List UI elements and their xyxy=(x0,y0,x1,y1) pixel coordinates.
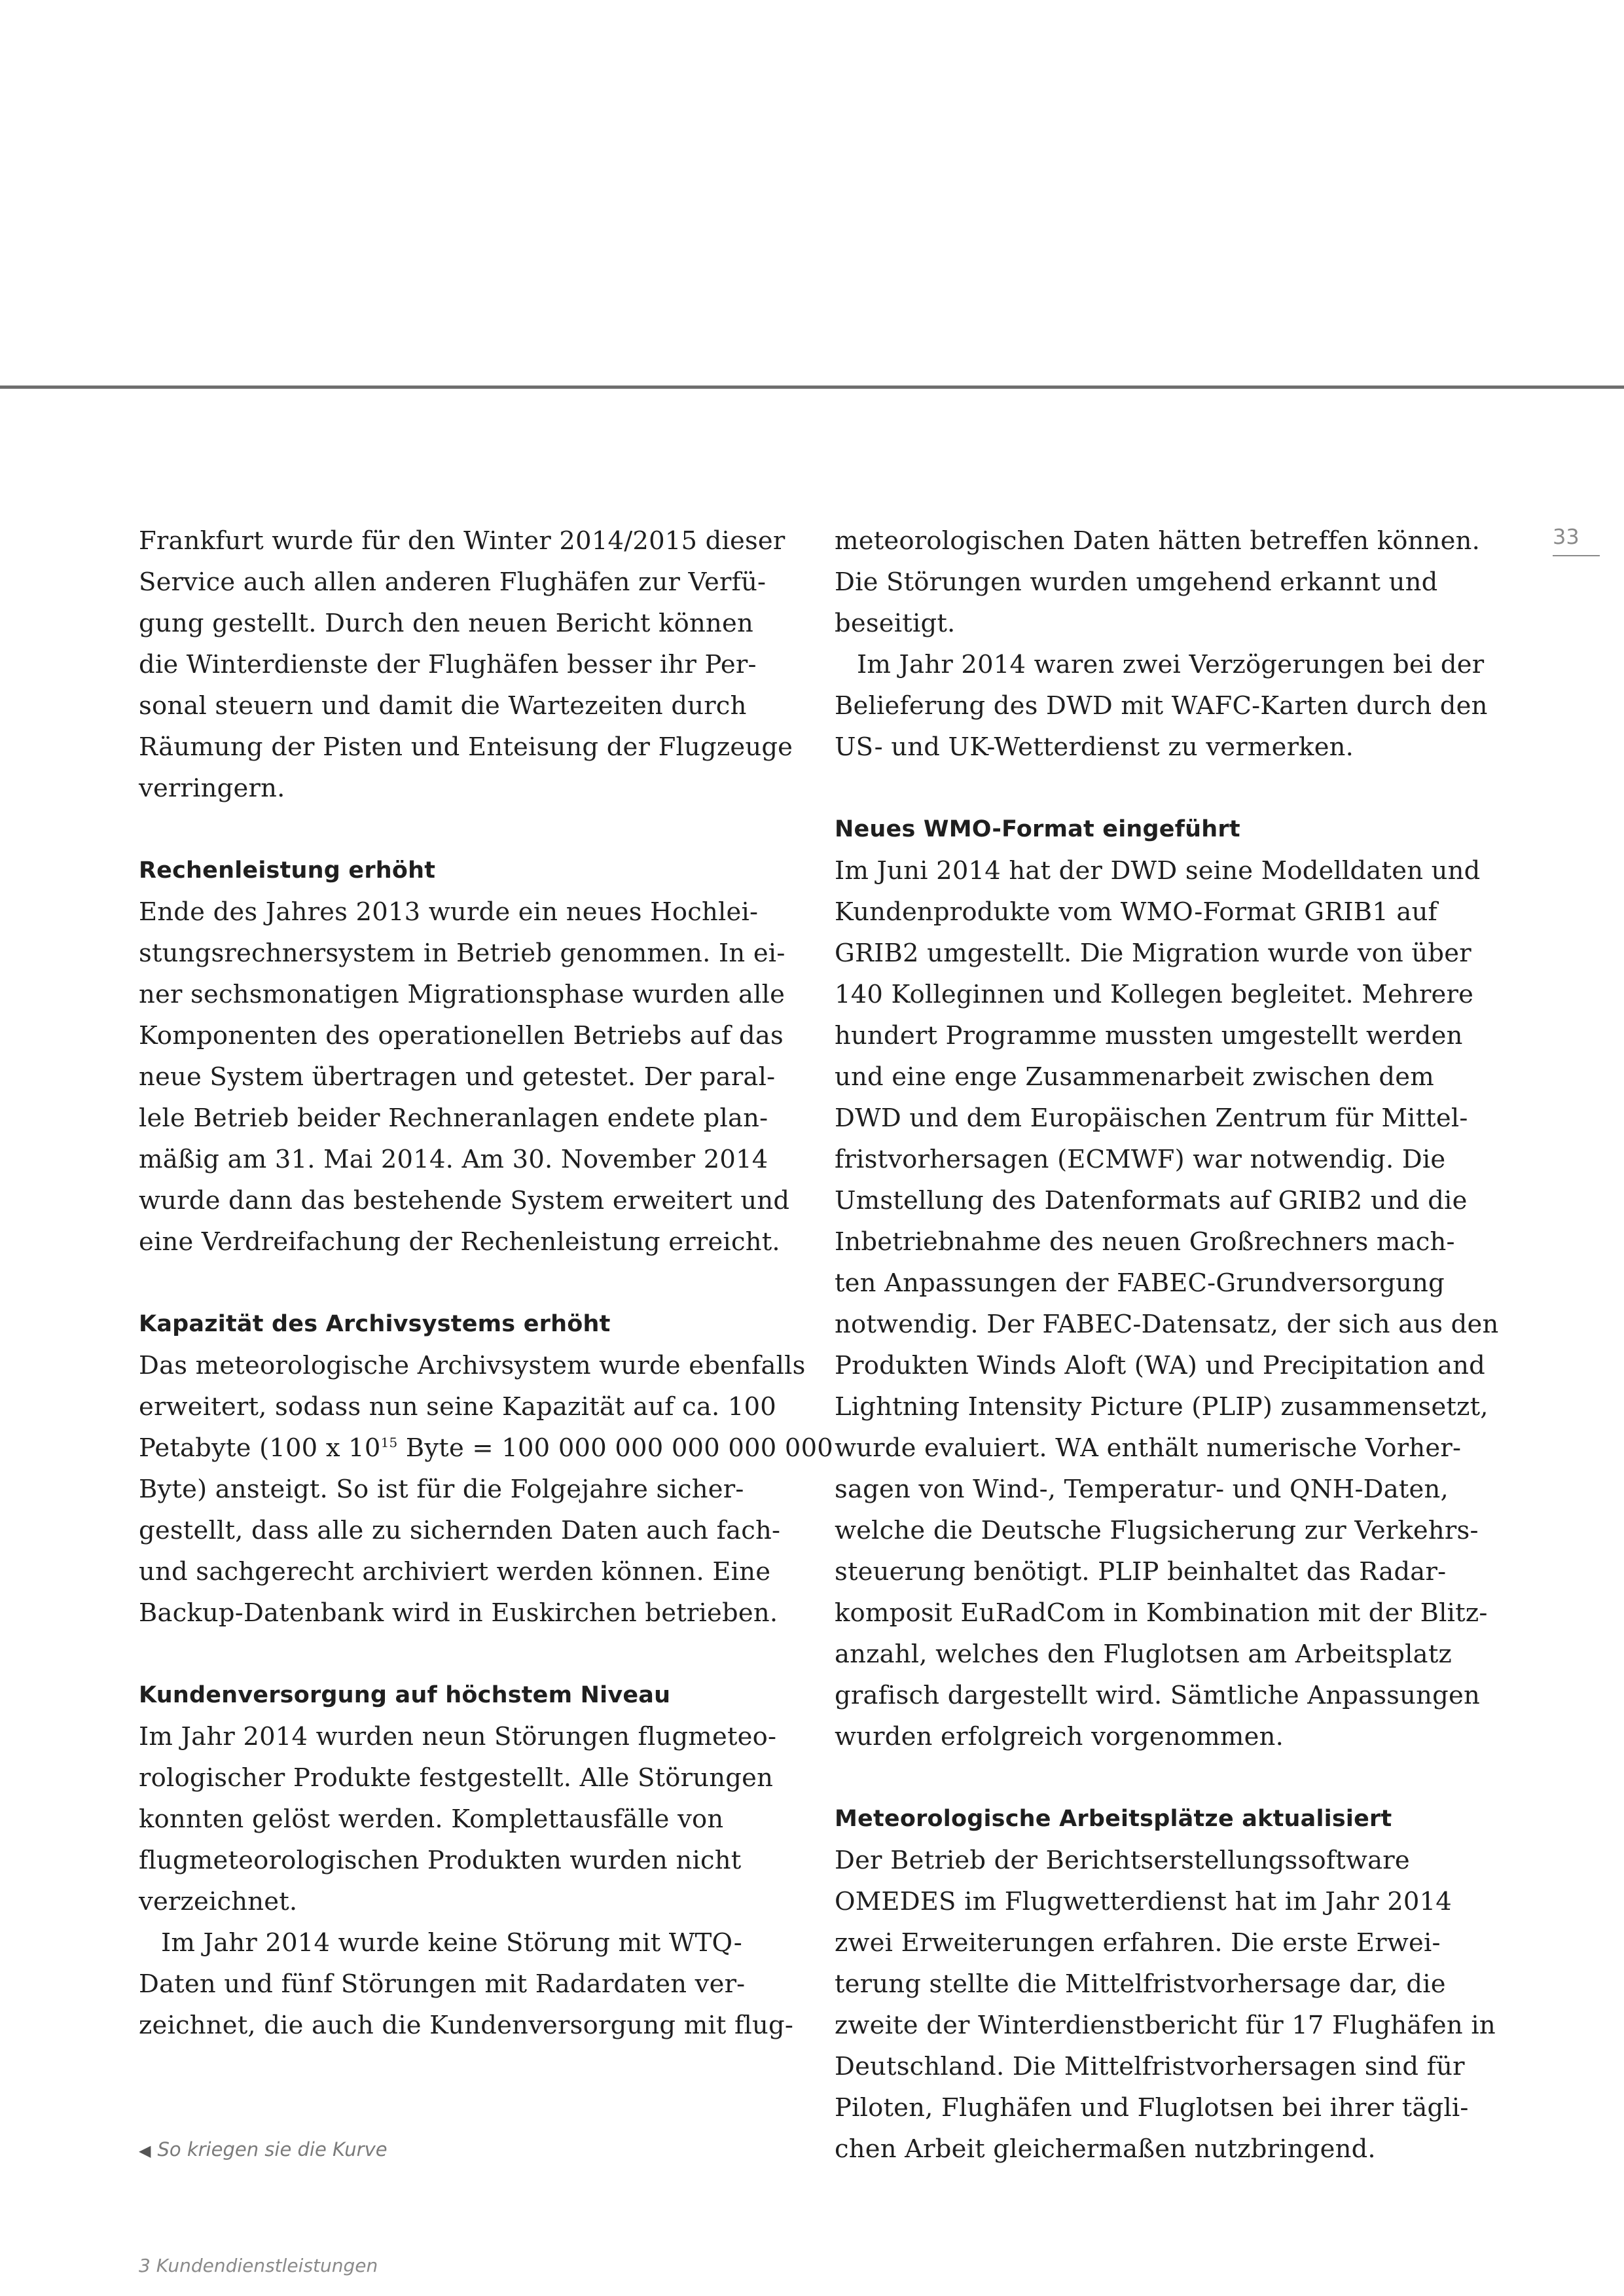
line-text: Inbetriebnahme des neuen Großrechners mach- xyxy=(835,1227,1455,1257)
text-line xyxy=(835,562,1496,603)
text-line xyxy=(835,1840,1496,1881)
line-text: Der Betrieb der Berichtserstellungssoftware xyxy=(835,1846,1410,1875)
text-line xyxy=(139,1757,800,1799)
line-text: wurde dann das bestehende System erweitert und xyxy=(139,1186,790,1215)
text-line xyxy=(139,1922,800,1964)
text-line xyxy=(835,1427,1496,1469)
line-text: OMEDES im Flugwetterdienst hat im Jahr 2014 xyxy=(835,1887,1452,1916)
line-text: zeichnet, die auch die Kundenversorgung mit flug- xyxy=(139,2011,794,2040)
section-heading xyxy=(835,1799,1496,1840)
line-text: sagen von Wind-, Temperatur- und QNH-Daten, xyxy=(835,1475,1449,1504)
line-text: Räumung der Pisten und Enteisung der Flugzeuge xyxy=(139,732,793,762)
text-line xyxy=(835,1592,1496,1634)
line-text: gung gestellt. Durch den neuen Bericht können xyxy=(139,609,753,638)
line-text: ten Anpassungen der FABEC-Grundversorgung xyxy=(835,1268,1445,1298)
text-line xyxy=(835,1180,1496,1221)
text-line xyxy=(139,1098,800,1139)
line-text: Kundenversorgung auf höchstem Niveau xyxy=(139,1682,671,1708)
line-text: Rechenleistung erhöht xyxy=(139,857,436,884)
text-line xyxy=(835,1881,1496,1922)
text-line xyxy=(139,603,800,644)
line-text: Im Jahr 2014 waren zwei Verzögerungen bei der xyxy=(857,650,1485,679)
line-text: konnten gelöst werden. Komplettausfälle von xyxy=(139,1804,724,1834)
line-text: beseitigt. xyxy=(835,609,956,638)
line-text: ner sechsmonatigen Migrationsphase wurden alle xyxy=(139,980,785,1009)
line-text: mäßig am 31. Mai 2014. Am 30. November 2014 xyxy=(139,1145,768,1174)
line-text: flugmeteorologischen Produkten wurden nicht xyxy=(139,1846,742,1875)
section-heading xyxy=(139,1675,800,1716)
text-line xyxy=(139,562,800,603)
line-text: Petabyte (100 x 10 xyxy=(139,1433,381,1463)
text-line xyxy=(139,520,800,562)
text-line xyxy=(139,1840,800,1881)
text-line xyxy=(835,2005,1496,2046)
paragraph-gap xyxy=(139,809,800,850)
text-line xyxy=(139,685,800,726)
text-line xyxy=(835,1964,1496,2005)
line-text: meteorologischen Daten hätten betreffen können. xyxy=(835,526,1481,556)
line-text: komposit EuRadCom in Kombination mit der Blitz- xyxy=(835,1598,1488,1628)
text-line xyxy=(835,520,1496,562)
text-line xyxy=(835,1634,1496,1675)
line-text: Umstellung des Datenformats auf GRIB2 und die xyxy=(835,1186,1468,1215)
text-line xyxy=(835,1139,1496,1180)
line-text: verzeichnet. xyxy=(139,1887,298,1916)
text-line xyxy=(139,1799,800,1840)
line-text: Das meteorologische Archivsystem wurde ebenfalls xyxy=(139,1351,806,1380)
text-line xyxy=(139,1427,833,1469)
paragraph-gap xyxy=(835,1757,1496,1799)
line-text: Die Störungen wurden umgehend erkannt und xyxy=(835,567,1438,597)
line-text: wurden erfolgreich vorgenommen. xyxy=(835,1722,1284,1751)
text-line xyxy=(139,1964,800,2005)
line-text: Neues WMO-Format eingeführt xyxy=(835,816,1240,842)
text-line xyxy=(835,1716,1496,1757)
line-text: notwendig. Der FABEC-Datensatz, der sich aus den xyxy=(835,1310,1499,1339)
line-text: anzahl, welches den Fluglotsen am Arbeitsplatz xyxy=(835,1640,1452,1669)
paragraph-gap xyxy=(139,1634,800,1675)
line-text: rologischer Produkte festgestellt. Alle Störungen xyxy=(139,1763,774,1793)
text-line xyxy=(835,1015,1496,1056)
text-line xyxy=(835,891,1496,933)
text-line xyxy=(835,850,1496,891)
text-line xyxy=(139,1716,800,1757)
text-line xyxy=(835,1098,1496,1139)
line-text: fristvorhersagen (ECMWF) war notwendig. Die xyxy=(835,1145,1446,1174)
section-heading xyxy=(139,850,800,891)
text-line xyxy=(835,1675,1496,1716)
right-text-column xyxy=(835,520,1499,2170)
text-line xyxy=(139,891,800,933)
text-line xyxy=(139,1139,800,1180)
paragraph-gap xyxy=(139,1263,800,1304)
left-text-column xyxy=(139,520,833,2046)
line-text: Ende des Jahres 2013 wurde ein neues Hochlei- xyxy=(139,897,759,927)
line-text: Backup-Datenbank wird in Euskirchen betrieben. xyxy=(139,1598,778,1628)
line-text: chen Arbeit gleichermaßen nutzbringend. xyxy=(835,2134,1376,2164)
section-heading xyxy=(835,809,1496,850)
line-text: Byte) ansteigt. So ist für die Folgejahre sicher- xyxy=(139,1475,744,1504)
line-text: 140 Kolleginnen und Kollegen begleitet. Mehrere xyxy=(835,980,1474,1009)
line-text: Frankfurt wurde für den Winter 2014/2015 dieser xyxy=(139,526,785,556)
line-text: wurde evaluiert. WA enthält numerische Vorher- xyxy=(835,1433,1462,1463)
text-line xyxy=(835,644,1496,685)
line-text: Deutschland. Die Mittelfristvorhersagen sind für xyxy=(835,2052,1465,2081)
text-line xyxy=(835,2046,1496,2087)
line-text: Piloten, Flughäfen und Fluglotsen bei ihrer tägli- xyxy=(835,2093,1469,2123)
line-text: erweitert, sodass nun seine Kapazität auf ca. 100 xyxy=(139,1392,776,1422)
text-line xyxy=(139,726,800,768)
header-rule xyxy=(0,386,1624,389)
line-text: Im Jahr 2014 wurden neun Störungen flugmeteo- xyxy=(139,1722,777,1751)
page-number: 33 xyxy=(1553,524,1600,556)
text-line xyxy=(139,1221,800,1263)
left-triangle-icon: ◀ xyxy=(139,2142,151,2160)
line-text: Daten und fünf Störungen mit Radardaten ver- xyxy=(139,1969,746,1999)
line-text: welche die Deutsche Flugsicherung zur Verkehrs- xyxy=(835,1516,1479,1545)
section-heading xyxy=(139,1304,800,1345)
line-text: GRIB2 umgestellt. Die Migration wurde von über xyxy=(835,939,1471,968)
text-line xyxy=(835,685,1496,726)
text-line xyxy=(835,2128,1496,2170)
line-text: zwei Erweiterungen erfahren. Die erste Erwei- xyxy=(835,1928,1441,1958)
line-text: neue System übertragen und getestet. Der paral- xyxy=(139,1062,776,1092)
line-text: US- und UK-Wetterdienst zu vermerken. xyxy=(835,732,1354,762)
back-link[interactable] xyxy=(139,2136,388,2164)
line-text: stungsrechnersystem in Betrieb genommen. In ei- xyxy=(139,939,785,968)
line-text: Service auch allen anderen Flughäfen zur Verfü- xyxy=(139,567,767,597)
line-text: Meteorologische Arbeitsplätze aktualisiert xyxy=(835,1806,1392,1832)
text-line xyxy=(139,644,800,685)
text-line xyxy=(835,933,1496,974)
line-text: Im Jahr 2014 wurde keine Störung mit WTQ- xyxy=(161,1928,742,1958)
text-line xyxy=(139,1180,800,1221)
text-line xyxy=(835,1510,1496,1551)
footer-section-label: 3 Kundendienstleistungen xyxy=(139,2255,378,2276)
text-line xyxy=(835,1056,1496,1098)
text-line xyxy=(139,1881,800,1922)
line-text: Lightning Intensity Picture (PLIP) zusammensetzt, xyxy=(835,1392,1489,1422)
line-text: eine Verdreifachung der Rechenleistung erreicht. xyxy=(139,1227,780,1257)
line-text: verringern. xyxy=(139,774,285,803)
text-line xyxy=(835,1386,1496,1427)
text-line xyxy=(139,1345,806,1386)
text-line xyxy=(835,603,1496,644)
text-line xyxy=(835,1469,1496,1510)
text-line xyxy=(139,1469,800,1510)
line-text: Kundenprodukte vom WMO-Format GRIB1 auf xyxy=(835,897,1438,927)
paragraph-gap xyxy=(835,768,1496,809)
line-text: Produkten Winds Aloft (WA) und Precipitation and xyxy=(835,1351,1486,1380)
line-text: terung stellte die Mittelfristvorhersage dar, die xyxy=(835,1969,1446,1999)
exponent: 15 xyxy=(380,1435,398,1450)
text-line xyxy=(139,1056,800,1098)
text-line xyxy=(139,1510,800,1551)
text-line xyxy=(139,1386,800,1427)
text-line xyxy=(835,974,1496,1015)
line-text: grafisch dargestellt wird. Sämtliche Anpassungen xyxy=(835,1681,1480,1710)
text-line xyxy=(835,1304,1499,1345)
text-line xyxy=(835,1221,1496,1263)
line-text: Belieferung des DWD mit WAFC-Karten durch den xyxy=(835,691,1488,721)
text-line xyxy=(835,1345,1496,1386)
line-text: Im Juni 2014 hat der DWD seine Modelldaten und xyxy=(835,856,1481,886)
line-text: sonal steuern und damit die Wartezeiten durch xyxy=(139,691,747,721)
line-text: steuerung benötigt. PLIP beinhaltet das Radar- xyxy=(835,1557,1447,1587)
line-text: lele Betrieb beider Rechneranlagen endete plan- xyxy=(139,1103,768,1133)
text-line xyxy=(835,1922,1496,1964)
line-text: hundert Programme mussten umgestellt werden xyxy=(835,1021,1463,1050)
text-line xyxy=(139,768,800,809)
text-line xyxy=(139,1015,800,1056)
text-line xyxy=(835,726,1496,768)
text-line xyxy=(139,974,800,1015)
text-line xyxy=(835,1551,1496,1592)
line-text: Kapazität des Archivsystems erhöht xyxy=(139,1311,611,1337)
text-line xyxy=(139,1551,800,1592)
line-text: die Winterdienste der Flughäfen besser ihr Per- xyxy=(139,650,757,679)
line-text-continued: Byte = 100 000 000 000 000 000 xyxy=(397,1433,833,1463)
text-line xyxy=(139,933,800,974)
line-text: und sachgerecht archiviert werden können. Eine xyxy=(139,1557,771,1587)
back-link-label: So kriegen sie die Kurve xyxy=(157,2138,388,2161)
text-line xyxy=(835,1263,1496,1304)
line-text: Komponenten des operationellen Betriebs auf das xyxy=(139,1021,784,1050)
text-line xyxy=(835,2087,1496,2128)
line-text: gestellt, dass alle zu sichernden Daten auch fach- xyxy=(139,1516,781,1545)
line-text: und eine enge Zusammenarbeit zwischen dem xyxy=(835,1062,1434,1092)
text-line xyxy=(139,1592,800,1634)
line-text: zweite der Winterdienstbericht für 17 Flughäfen in xyxy=(835,2011,1496,2040)
line-text: DWD und dem Europäischen Zentrum für Mittel- xyxy=(835,1103,1468,1133)
text-line xyxy=(139,2005,800,2046)
